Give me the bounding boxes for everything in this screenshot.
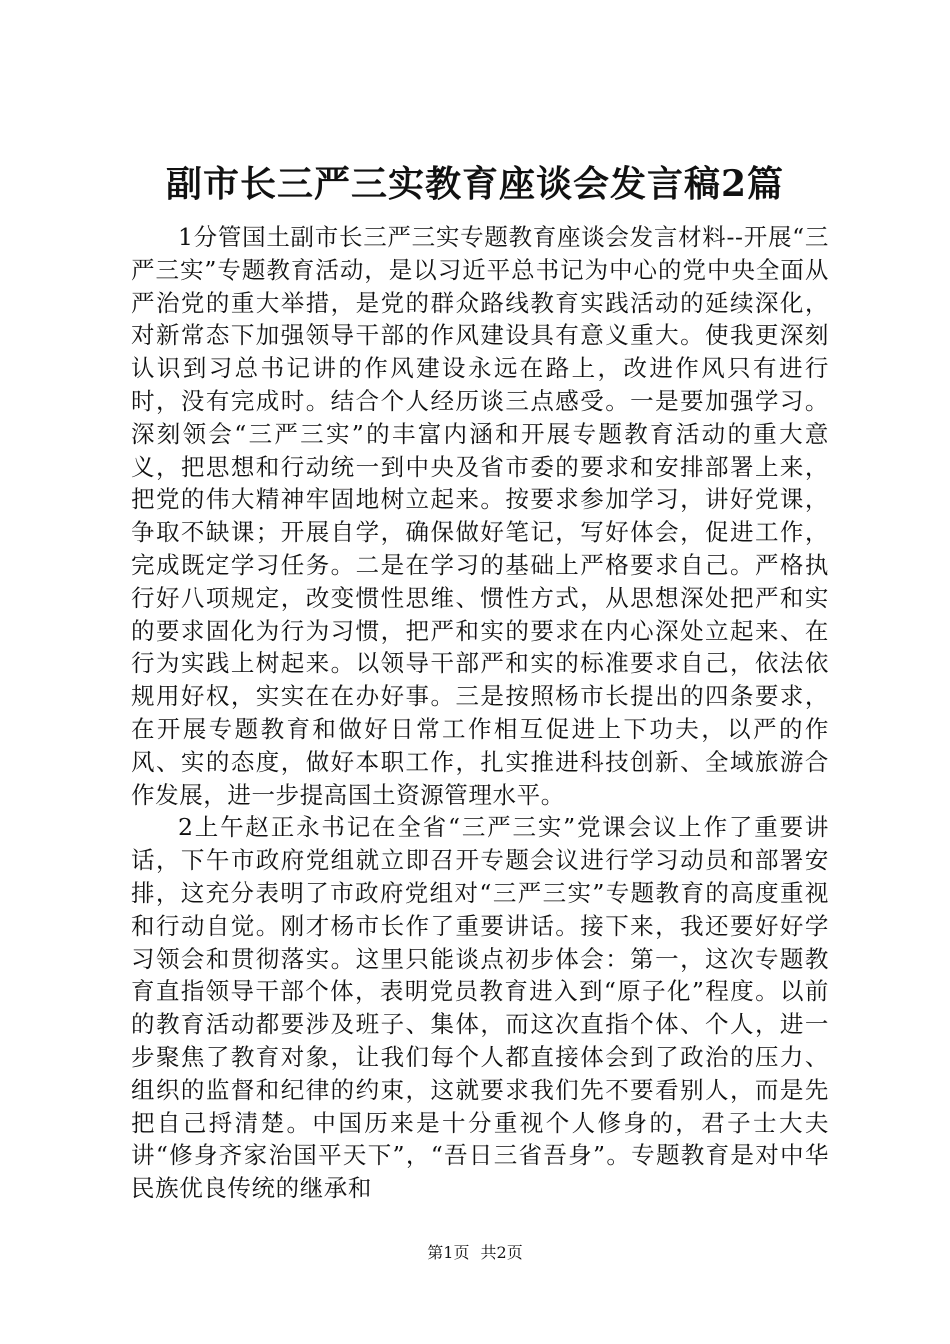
paragraph-2: 2上午赵正永书记在全省“三严三实”党课会议上作了重要讲话，下午市政府党组就立即召开专题会议进行学习动员和部署安排，这充分表明了市政府党组对“三严三实”专题教育的高度重视和行动自觉。刚才杨市长作了重要讲话。接下来，我还要好好学习领会和贯彻落实。这里只能谈点初步体会：第一，这次专题教育直指领导干部个体，表明党员教育进入到“原子化”程度。以前的教育活动都要涉及班子、集体，而这次直指个体、个人，进一步聚焦了教育对象，让我们每个人都直接体会到了政治的压力、组织的监督和纪律的约束，这就要求我们先不要看别人，而是先把自己捋清楚。中国历来是十分重视个人修身的，君子士大夫讲“修身齐家治国平天下”，“吾日三省吾身”。专题教育是对中华民族优良传统的继承和 — [131, 813, 829, 1203]
document-body — [131, 221, 829, 1205]
document-title: 副市长三严三实教育座谈会发言稿2篇 — [165, 163, 785, 205]
page-number: 第1页 — [427, 1243, 470, 1262]
page-total: 共2页 — [480, 1243, 523, 1262]
paragraph-1: 1分管国土副市长三严三实专题教育座谈会发言材料--开展“三严三实”专题教育活动，是以习近平总书记为中心的党中央全面从严治党的重大举措，是党的群众路线教育实践活动的延续深化，对新常态下加强领导干部的作风建设具有意义重大。使我更深刻认识到习总书记讲的作风建设永远在路上，改进作风只有进行时，没有完成时。结合个人经历谈三点感受。一是要加强学习。深刻领会“三严三实”的丰富内涵和开展专题教育活动的重大意义，把思想和行动统一到中央及省市委的要求和安排部署上来，把党的伟大精神牢固地树立起来。按要求参加学习，讲好党课，争取不缺课；开展自学，确保做好笔记，写好体会，促进工作，完成既定学习任务。二是在学习的基础上严格要求自己。严格执行好八项规定，改变惯性思维、惯性方式，从思想深处把严和实的要求固化为行为习惯，把严和实的要求在内心深处立起来、在行为实践上树起来。以领导干部严和实的标准要求自己，依法依规用好权，实实在在办好事。三是按照杨市长提出的四条要求，在开展专题教育和做好日常工作相互促进上下功夫，以严的作风、实的态度，做好本职工作，扎实推进科技创新、全域旅游合作发展，进一步提高国土资源管理水平。 — [131, 223, 829, 809]
page-footer — [0, 1241, 950, 1265]
